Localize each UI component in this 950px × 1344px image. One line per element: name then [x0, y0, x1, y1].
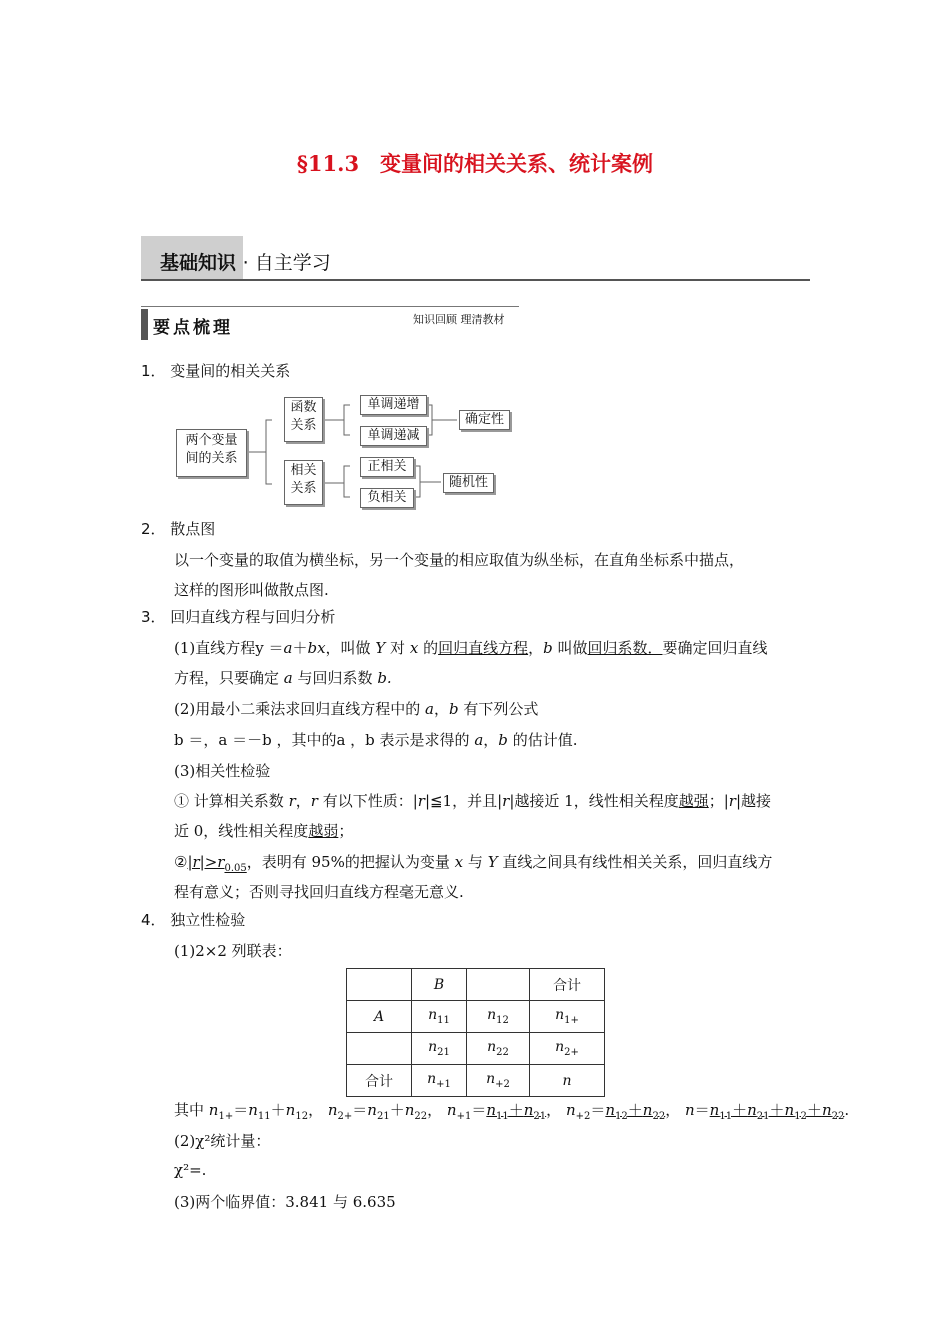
table-cell — [412, 969, 467, 1001]
t: ， — [433, 700, 449, 718]
item4-sums: 其中 $n_{1+}=n_{11}+n_{12}$， $n_{2+}=n_{21}+n_{22}$， $n_{+1}=n_{11}+n_{21}$， $n_{+2}=n_{12}+n_{22}$， $n=n_{11}+n_{21}+n_{12}+n_{22}$. — [174, 1101, 850, 1122]
t: b. — [377, 669, 392, 687]
diagram-deterministic-box: 确定性 — [459, 410, 510, 430]
t: A — [373, 1008, 385, 1025]
t: b — [449, 700, 459, 718]
t: r — [310, 792, 318, 810]
t: 要确定回归直线 — [662, 639, 768, 657]
t: ，表明有 95%的把握认为变量 — [246, 853, 450, 871]
t: a — [283, 669, 293, 687]
t: |r|>r — [187, 853, 225, 871]
t: 近 0，线性相关程度 — [174, 822, 309, 840]
t: r — [728, 792, 736, 810]
item4-critical: (3)两个临界值：3.841 与 6.635 — [174, 1193, 396, 1211]
table-cell: 合计 — [347, 1065, 412, 1097]
page-title: §11.3 变量间的相关关系、统计案例 — [296, 151, 654, 176]
t: ， — [528, 639, 544, 657]
diagram-decreasing-box: 单调递减 — [360, 426, 427, 446]
t: x — [454, 853, 464, 871]
diagram-root-box — [176, 429, 247, 477]
diagram-function-line2: 关系 — [290, 418, 317, 433]
contingency-table — [346, 968, 605, 1097]
t: 直线之间具有线性相关关系，回归直线方 — [502, 853, 773, 871]
table-row — [347, 1001, 605, 1033]
item2-line2: 这样的图形叫做散点图. — [174, 581, 329, 599]
diagram-correlation-line2: 关系 — [290, 481, 317, 496]
t: r — [288, 792, 296, 810]
t: 越强 — [678, 792, 709, 810]
t: b — [543, 639, 553, 657]
item3-para5 — [174, 790, 771, 811]
table-cell — [347, 1001, 412, 1033]
t: ， — [483, 731, 499, 749]
table-cell — [347, 969, 412, 1001]
item4-heading: 4． 独立性检验 — [141, 911, 246, 929]
table-cell: $n_{12}$ — [467, 1001, 530, 1033]
t: 的 — [423, 639, 439, 657]
table-cell: $n_{1+}$ — [530, 1001, 605, 1033]
table-cell: n — [530, 1065, 605, 1097]
t: ＋ — [292, 639, 308, 657]
item3-para1-line2 — [174, 667, 392, 688]
table-cell: $n_{22}$ — [467, 1033, 530, 1065]
table-cell: $n_{+2}$ — [467, 1065, 530, 1097]
table-cell — [347, 1033, 412, 1065]
t: a — [425, 700, 434, 718]
t: b ＝，a ＝－b ，其中的a ，b 表示是求得的 — [174, 731, 470, 749]
t: r — [502, 792, 510, 810]
t: (1)直线方程y ＝ — [174, 639, 284, 657]
item3-para8: 程有意义；否则寻找回归直线方程毫无意义. — [174, 883, 464, 901]
t: a — [283, 639, 293, 657]
item2-heading: 2． 散点图 — [141, 520, 216, 538]
diagram-increasing-box: 单调递增 — [360, 395, 427, 415]
table-cell: $n_{11}$ — [412, 1001, 467, 1033]
diagram-function-line1: 函数 — [290, 400, 317, 415]
t: (2)用最小二乘法求回归直线方程中的 — [174, 700, 421, 718]
table-row — [347, 969, 605, 1001]
section-title-bold: 基础知识 — [160, 252, 237, 274]
t: bx — [307, 639, 326, 657]
t: a — [474, 731, 484, 749]
t: B — [433, 976, 445, 993]
t: 与 — [467, 853, 483, 871]
t: 叫做 — [557, 639, 588, 657]
t: 有下列公式 — [463, 700, 539, 718]
table-cell — [467, 969, 530, 1001]
t: 方程，只要确定 — [174, 669, 280, 687]
t: 回归直线方程 — [438, 639, 529, 657]
t: b — [498, 731, 508, 749]
item4-para1: (1)2×2 列联表： — [174, 942, 292, 960]
subsection-note: 知识回顾 理清教材 — [413, 313, 505, 326]
diagram-correlation-line1: 相关 — [290, 463, 317, 478]
t: |越接 — [735, 792, 772, 810]
item3-para3 — [174, 729, 577, 750]
t: 回归系数． — [587, 639, 663, 657]
diagram-function-box — [284, 397, 323, 442]
t: |越接近 1，线性相关程度 — [509, 792, 679, 810]
t: 越弱 — [308, 822, 339, 840]
section-title-light: · 自主学习 — [242, 252, 331, 274]
item3-para6 — [174, 820, 353, 841]
t: x — [409, 639, 419, 657]
diagram-negative-box: 负相关 — [360, 488, 414, 508]
t: 与回归系数 — [297, 669, 373, 687]
diagram-root-line1: 两个变量 — [185, 433, 238, 448]
t: ， — [295, 792, 311, 810]
item3-para2 — [174, 698, 538, 719]
t: Y — [375, 639, 386, 657]
diagram-random-box: 随机性 — [443, 473, 494, 493]
table-cell: $n_{2+}$ — [530, 1033, 605, 1065]
table-cell: 合计 — [530, 969, 605, 1001]
t: ； — [338, 822, 354, 840]
item3-heading: 3． 回归直线方程与回归分析 — [141, 608, 336, 626]
t: 其中 — [174, 1101, 205, 1119]
t: ② — [174, 853, 188, 871]
item4-chi-formula: χ²=. — [174, 1161, 207, 1179]
table-row — [347, 1033, 605, 1065]
diagram-correlation-box — [284, 460, 323, 505]
item2-line1: 以一个变量的取值为横坐标，另一个变量的相应取值为纵坐标，在直角坐标系中描点， — [174, 551, 745, 569]
t: ① 计算相关系数 — [174, 792, 284, 810]
t: ；| — [708, 792, 729, 810]
item1-heading: 1． 变量间的相关关系 — [141, 362, 291, 380]
t: 0.05 — [224, 863, 247, 874]
table-cell: $n_{21}$ — [412, 1033, 467, 1065]
item3-para1-line1 — [174, 637, 768, 658]
table-cell: $n_{+1}$ — [412, 1065, 467, 1097]
item3-para4: (3)相关性检验 — [174, 762, 271, 780]
diagram-positive-box: 正相关 — [360, 457, 414, 477]
item4-chi: (2)χ²统计量： — [174, 1132, 271, 1150]
item3-para7 — [174, 851, 772, 874]
t: |≦1，并且| — [424, 792, 503, 810]
diagram-root-line2: 间的关系 — [185, 451, 238, 466]
table-row — [347, 1065, 605, 1097]
t: 对 — [390, 639, 406, 657]
t: 的估计值. — [512, 731, 578, 749]
t: Y — [487, 853, 498, 871]
subsection-title: 要点梳理 — [153, 318, 233, 338]
t: r — [417, 792, 425, 810]
t: ，叫做 — [325, 639, 371, 657]
t: 有以下性质：| — [322, 792, 418, 810]
